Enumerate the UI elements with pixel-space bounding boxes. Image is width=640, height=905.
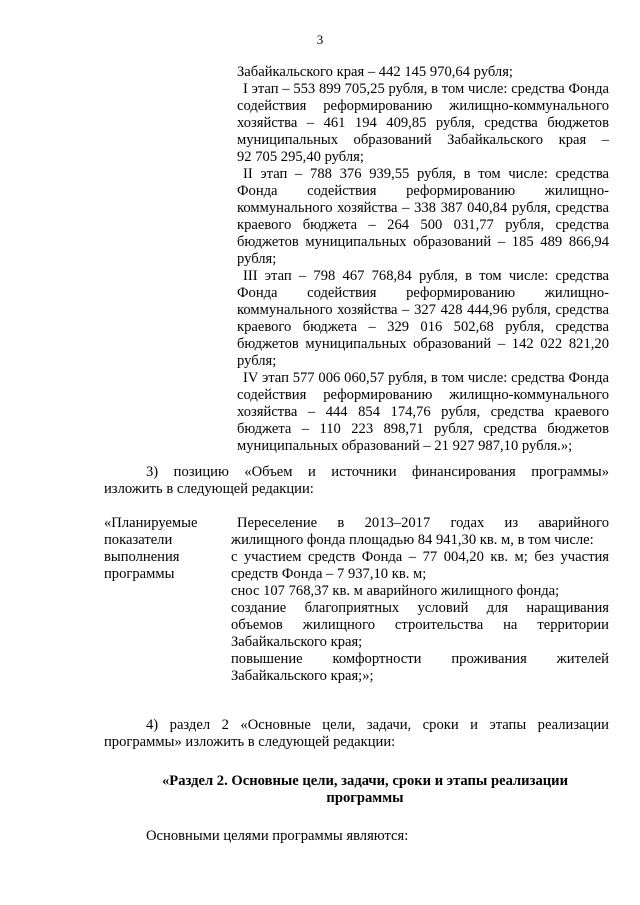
targets-line: Забайкальского края;»;	[231, 668, 374, 684]
funding-line: III этап – 798 467 768,84 рубля, в том числе: средства	[243, 268, 609, 284]
section-heading	[130, 773, 600, 807]
targets-label-line: показатели	[104, 532, 173, 548]
targets-label	[104, 515, 224, 583]
item-4-paragraph	[104, 717, 609, 751]
funding-line: I этап – 553 899 705,25 рубля, в том числе: средства Фонда	[243, 81, 609, 97]
funding-line: 92 705 295,40 рубля;	[237, 149, 364, 165]
section-heading-line-2: программы	[326, 790, 404, 806]
item-4-line-2: программы» изложить в следующей редакции:	[104, 734, 396, 750]
targets-label-line: выполнения	[104, 549, 180, 565]
item-3-line-1: 3) позицию «Объем и источники финансирования программы»	[146, 464, 609, 480]
item-3-line-2: изложить в следующей редакции:	[104, 481, 314, 497]
funding-line: коммунального хозяйства – 338 387 040,84 рубля, средства	[237, 200, 609, 216]
targets-line: снос 107 768,37 кв. м аварийного жилищного фонда;	[231, 583, 560, 599]
targets-text-block	[231, 515, 609, 685]
funding-line: Фонда содействия реформированию жилищно-	[237, 285, 609, 301]
funding-line: муниципальных образований Забайкальского края –	[237, 132, 609, 148]
section-heading-line-1: «Раздел 2. Основные цели, задачи, сроки и этапы реализации	[162, 773, 568, 789]
targets-line: жилищного фонда площадью 84 941,30 кв. м, в том числе:	[231, 532, 594, 548]
funding-line: рубля;	[237, 251, 277, 267]
funding-line: краевого бюджета – 329 016 502,68 рубля, средства	[237, 319, 609, 335]
targets-line: повышение комфортности проживания жителей	[231, 651, 609, 667]
funding-line: муниципальных образований – 21 927 987,10 рубля.»;	[237, 438, 573, 454]
funding-line: Забайкальского края – 442 145 970,64 рубля;	[237, 64, 513, 80]
goals-intro: Основными целями программы являются:	[146, 828, 409, 844]
targets-label-line: «Планируемые	[104, 515, 198, 531]
funding-line: содействия реформированию жилищно-коммунального	[237, 98, 609, 114]
funding-text-block	[237, 64, 609, 455]
targets-line: средств Фонда – 7 937,10 кв. м;	[231, 566, 427, 582]
targets-line: Переселение в 2013–2017 годах из аварийного	[237, 515, 609, 531]
funding-line: коммунального хозяйства – 327 428 444,96 рубля, средства	[237, 302, 609, 318]
funding-line: хозяйства – 461 194 409,85 рубля, средства бюджетов	[237, 115, 609, 131]
page-number: 3	[316, 32, 324, 47]
funding-line: краевого бюджета – 264 500 031,77 рубля, средства	[237, 217, 609, 233]
funding-line: IV этап 577 006 060,57 рубля, в том числе: средства Фонда	[243, 370, 609, 386]
targets-line: объемов жилищного строительства на территории	[231, 617, 609, 633]
targets-label-line: программы	[104, 566, 175, 582]
targets-line: с участием средств Фонда – 77 004,20 кв. м; без участия	[231, 549, 609, 565]
targets-line: создание благоприятных условий для наращивания	[231, 600, 609, 616]
funding-line: рубля;	[237, 353, 277, 369]
item-3-paragraph	[104, 464, 609, 498]
funding-line: бюджетов муниципальных образований – 185 489 866,94	[237, 234, 609, 250]
funding-line: II этап – 788 376 939,55 рубля, в том числе: средства	[243, 166, 609, 182]
funding-line: бюджета – 110 223 898,71 рубля, средства бюджетов	[237, 421, 609, 437]
targets-line: Забайкальского края;	[231, 634, 363, 650]
funding-line: Фонда содействия реформированию жилищно-	[237, 183, 609, 199]
funding-line: хозяйства – 444 854 174,76 рубля, средства краевого	[237, 404, 609, 420]
funding-line: содействия реформированию жилищно-коммунального	[237, 387, 609, 403]
item-4-line-1: 4) раздел 2 «Основные цели, задачи, сроки и этапы реализации	[146, 717, 609, 733]
funding-line: бюджетов муниципальных образований – 142 022 821,20	[237, 336, 609, 352]
